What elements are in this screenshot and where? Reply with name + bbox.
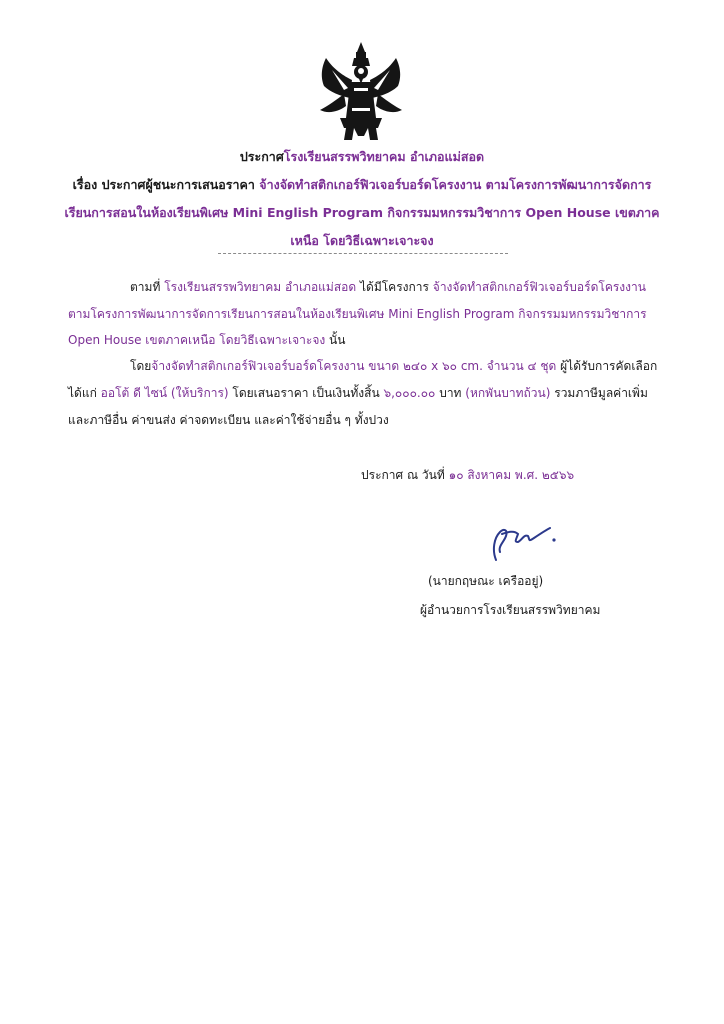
paragraph-1-line-1 [130,278,646,297]
project-name: จ้างจัดทำสติกเกอร์ฟิวเจอร์บอร์ดโครงงาน [432,280,646,294]
body-text: ผู้ได้รับการคัดเลือก [560,359,658,373]
body-text: โดยเสนอราคา เป็นเงินทั้งสิ้น [232,386,380,400]
paragraph-1-line-3 [68,331,345,350]
subject-label: เรื่อง ประกาศผู้ชนะการเสนอราคา [72,177,255,192]
price-amount: ๖,๐๐๐.๐๐ [383,386,436,400]
body-text: โดย [130,359,152,373]
separator-dashes [218,253,508,254]
garuda-emblem [314,40,408,144]
subject-highlight: จ้างจัดทำสติกเกอร์ฟิวเจอร์บอร์ดโครงงาน ตามโครงการพัฒนาการจัดการ [259,177,652,192]
body-text: ได้แก่ [68,386,97,400]
school-name: โรงเรียนสรรพวิทยาคม อำเภอแม่สอด [283,149,485,164]
announcement-prefix: ประกาศ [239,149,284,164]
subject-line-3: เหนือ โดยวิธีเฉพาะเจาะจง [290,233,434,248]
signatory-name: (นายกฤษณะ เครืออยู่) [428,574,544,588]
body-text: นั้น [329,333,346,347]
body-text: ได้มีโครงการ [359,280,429,294]
date-prefix: ประกาศ ณ วันที่ [361,468,445,482]
body-text: รวมภาษีมูลค่าเพิ่ม [554,386,648,400]
subject-line-1 [40,175,684,195]
contract-item: จ้างจัดทำสติกเกอร์ฟิวเจอร์บอร์ดโครงงาน ขนาด ๒๔๐ x ๖๐ cm. จำนวน ๔ ชุด [151,359,557,373]
paragraph-1-line-2: ตามโครงการพัฒนาการจัดการเรียนการสอนในห้องเรียนพิเศษ Mini English Program กิจกรรมมหกรรมวิชาการ [68,307,647,321]
paragraph-2-line-1 [130,357,657,376]
body-text: บาท [439,386,462,400]
announcement-date: ๑๐ สิงหาคม พ.ศ. ๒๕๖๖ [448,468,575,482]
signature-image [478,512,558,568]
project-name-cont: Open House เขตภาคเหนือ โดยวิธีเฉพาะเจาะจง [68,333,326,347]
announcement-date-line [361,466,574,485]
announcement-title [40,147,684,167]
school-name-inline: โรงเรียนสรรพวิทยาคม อำเภอแม่สอด [164,280,357,294]
body-text: ตามที่ [130,280,161,294]
paragraph-2-line-3: และภาษีอื่น ค่าขนส่ง ค่าจดทะเบียน และค่าใช้จ่ายอื่น ๆ ทั้งปวง [68,413,389,427]
signatory-position: ผู้อำนวยการโรงเรียนสรรพวิทยาคม [420,603,601,617]
subject-line-2: เรียนการสอนในห้องเรียนพิเศษ Mini English Program กิจกรรมมหกรรมวิชาการ Open House เขตภาค [64,205,660,220]
vendor-name: ออโต้ ดี ไซน์ (ให้บริการ) [100,386,229,400]
paragraph-2-line-2 [68,384,648,403]
price-in-words: (หกพันบาทถ้วน) [465,386,551,400]
